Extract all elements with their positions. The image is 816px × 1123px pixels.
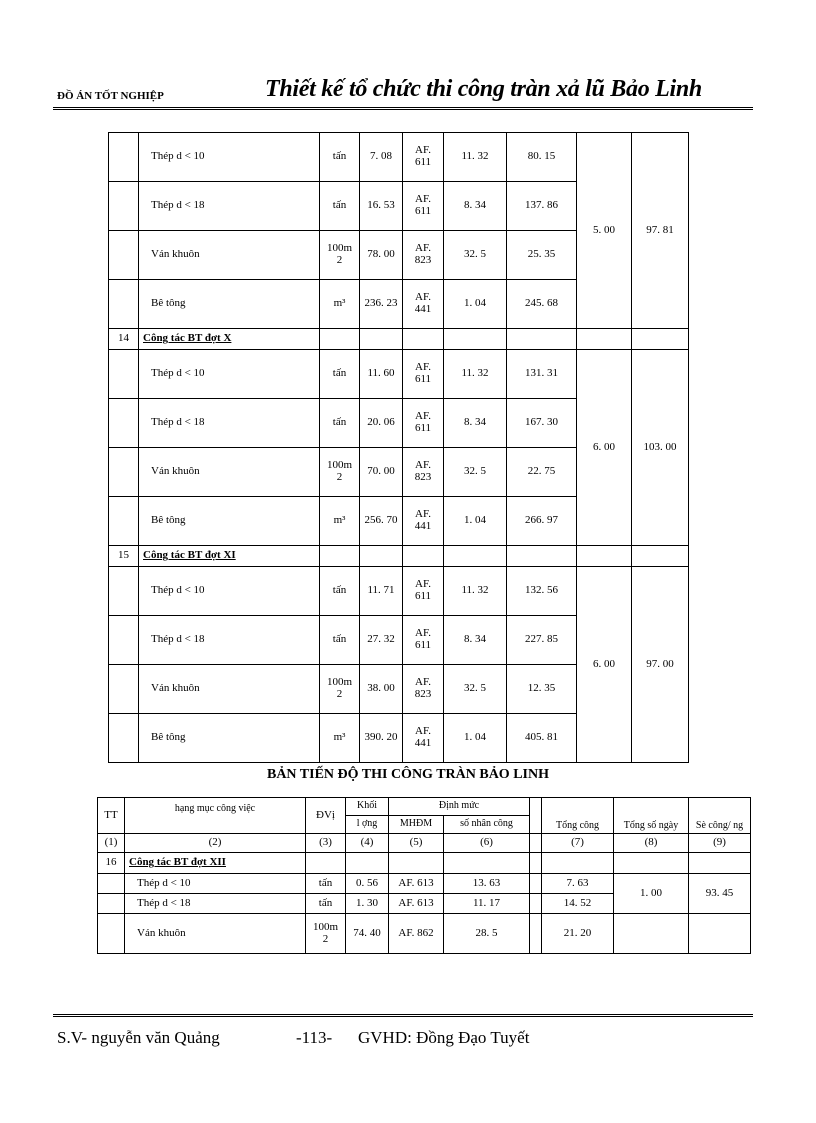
col-workers-norm: số nhân công bbox=[444, 816, 530, 834]
empty-cell bbox=[109, 231, 139, 280]
total-labor: 167. 30 bbox=[507, 399, 577, 448]
header-rule bbox=[53, 107, 753, 112]
quantity: 236. 23 bbox=[360, 280, 403, 329]
footer-student: S.V- nguyễn văn Quảng bbox=[57, 1028, 220, 1047]
spacer-cell bbox=[530, 894, 542, 914]
unit: tấn bbox=[306, 894, 346, 914]
work-table-1 bbox=[108, 132, 689, 763]
norm-value: 32. 5 bbox=[444, 448, 507, 497]
empty-cell bbox=[109, 497, 139, 546]
quantity: 11. 60 bbox=[360, 350, 403, 399]
empty-cell bbox=[444, 853, 530, 874]
index-cell: (2) bbox=[125, 834, 306, 853]
empty-cell bbox=[109, 665, 139, 714]
unit: tấn bbox=[320, 616, 360, 665]
group-header-row bbox=[98, 853, 751, 874]
footer-rule bbox=[53, 1014, 753, 1019]
workers: 103. 00 bbox=[632, 350, 689, 546]
unit: m³ bbox=[320, 280, 360, 329]
norm-value: 1. 04 bbox=[444, 280, 507, 329]
unit: 100m 2 bbox=[320, 448, 360, 497]
total-labor: 80. 15 bbox=[507, 133, 577, 182]
norm-code: AF. 441 bbox=[403, 280, 444, 329]
norm-code: AF. 613 bbox=[389, 874, 444, 894]
table-row bbox=[98, 914, 751, 954]
col-qty-sub: l ợng bbox=[346, 816, 389, 834]
total-labor: 227. 85 bbox=[507, 616, 577, 665]
norm-code: AF. 823 bbox=[403, 231, 444, 280]
norm-value: 32. 5 bbox=[444, 231, 507, 280]
norm-value: 11. 17 bbox=[444, 894, 530, 914]
empty-cell bbox=[109, 567, 139, 616]
empty-cell bbox=[444, 329, 507, 350]
spacer-cell bbox=[530, 914, 542, 954]
days: 6. 00 bbox=[577, 567, 632, 763]
item-name: Thép d < 18 bbox=[139, 182, 320, 231]
norm-code: AF. 823 bbox=[403, 448, 444, 497]
quantity: 11. 71 bbox=[360, 567, 403, 616]
unit: 100m 2 bbox=[320, 665, 360, 714]
index-row bbox=[98, 834, 751, 853]
section-title: BẢN TIẾN ĐỘ THI CÔNG TRÀN BẢO LINH bbox=[266, 767, 549, 782]
norm-value: 8. 34 bbox=[444, 399, 507, 448]
norm-code: AF. 823 bbox=[403, 665, 444, 714]
empty-cell bbox=[320, 546, 360, 567]
total-labor: 7. 63 bbox=[542, 874, 614, 894]
norm-code: AF. 611 bbox=[403, 182, 444, 231]
empty-cell bbox=[360, 329, 403, 350]
unit: tấn bbox=[320, 399, 360, 448]
norm-code: AF. 441 bbox=[403, 497, 444, 546]
empty-cell bbox=[109, 448, 139, 497]
empty-cell bbox=[403, 329, 444, 350]
norm-value: 11. 32 bbox=[444, 567, 507, 616]
empty-cell bbox=[98, 894, 125, 914]
norm-value: 8. 34 bbox=[444, 182, 507, 231]
norm-code: AF. 611 bbox=[403, 350, 444, 399]
total-labor: 14. 52 bbox=[542, 894, 614, 914]
unit: tấn bbox=[306, 874, 346, 894]
empty-cell bbox=[109, 350, 139, 399]
item-name: Thép d < 10 bbox=[125, 874, 306, 894]
item-name: Thép d < 18 bbox=[139, 399, 320, 448]
quantity: 27. 32 bbox=[360, 616, 403, 665]
empty-cell bbox=[444, 546, 507, 567]
workers: 97. 81 bbox=[632, 133, 689, 329]
norm-value: 1. 04 bbox=[444, 714, 507, 763]
empty-cell bbox=[109, 714, 139, 763]
total-labor: 245. 68 bbox=[507, 280, 577, 329]
item-name: Thép d < 10 bbox=[139, 133, 320, 182]
empty-cell bbox=[403, 546, 444, 567]
item-name: Ván khuôn bbox=[139, 231, 320, 280]
group-header-row bbox=[109, 546, 689, 567]
norm-value: 8. 34 bbox=[444, 616, 507, 665]
empty-cell bbox=[507, 329, 577, 350]
index-cell: (5) bbox=[389, 834, 444, 853]
index-cell: (8) bbox=[614, 834, 689, 853]
quantity: 1. 30 bbox=[346, 894, 389, 914]
table-row bbox=[109, 133, 689, 182]
col-norm: Định mức bbox=[389, 798, 530, 816]
empty-cell bbox=[689, 914, 751, 954]
group-number: 15 bbox=[109, 546, 139, 567]
group-name: Công tác BT đợt X bbox=[139, 329, 320, 350]
total-labor: 22. 75 bbox=[507, 448, 577, 497]
index-cell: (7) bbox=[542, 834, 614, 853]
quantity: 0. 56 bbox=[346, 874, 389, 894]
col-tt: TT bbox=[98, 798, 125, 834]
table-row bbox=[109, 567, 689, 616]
norm-code: AF. 862 bbox=[389, 914, 444, 954]
total-labor: 266. 97 bbox=[507, 497, 577, 546]
empty-cell bbox=[98, 874, 125, 894]
group-number: 16 bbox=[98, 853, 125, 874]
col-qty: Khối bbox=[346, 798, 389, 816]
index-cell: (9) bbox=[689, 834, 751, 853]
empty-cell bbox=[530, 853, 542, 874]
document-title: Thiết kế tổ chức thi công tràn xả lũ Bảo Linh bbox=[265, 76, 702, 102]
total-labor: 131. 31 bbox=[507, 350, 577, 399]
quantity: 390. 20 bbox=[360, 714, 403, 763]
quantity: 38. 00 bbox=[360, 665, 403, 714]
total-labor: 405. 81 bbox=[507, 714, 577, 763]
quantity: 74. 40 bbox=[346, 914, 389, 954]
empty-cell bbox=[507, 546, 577, 567]
total-labor: 132. 56 bbox=[507, 567, 577, 616]
empty-cell bbox=[109, 280, 139, 329]
days: 5. 00 bbox=[577, 133, 632, 329]
total-labor: 25. 35 bbox=[507, 231, 577, 280]
empty-cell bbox=[306, 853, 346, 874]
empty-cell bbox=[109, 399, 139, 448]
spacer-cell bbox=[530, 834, 542, 853]
total-labor: 21. 20 bbox=[542, 914, 614, 954]
quantity: 70. 00 bbox=[360, 448, 403, 497]
item-name: Thép d < 18 bbox=[139, 616, 320, 665]
footer-page-number: -113- bbox=[296, 1028, 333, 1047]
col-per-day: Sè công/ ng bbox=[689, 798, 751, 834]
empty-cell bbox=[109, 616, 139, 665]
empty-cell bbox=[109, 133, 139, 182]
empty-cell bbox=[346, 853, 389, 874]
item-name: Bê tông bbox=[139, 280, 320, 329]
item-name: Thép d < 10 bbox=[139, 350, 320, 399]
item-name: Thép d < 18 bbox=[125, 894, 306, 914]
col-job: hạng mục công việc bbox=[125, 798, 306, 834]
empty-cell bbox=[614, 853, 689, 874]
item-name: Ván khuôn bbox=[139, 665, 320, 714]
empty-cell bbox=[389, 853, 444, 874]
unit: tấn bbox=[320, 133, 360, 182]
unit: 100m 2 bbox=[306, 914, 346, 954]
quantity: 256. 70 bbox=[360, 497, 403, 546]
per-day: 93. 45 bbox=[689, 874, 751, 914]
spacer-cell bbox=[530, 874, 542, 894]
index-cell: (3) bbox=[306, 834, 346, 853]
empty-cell bbox=[360, 546, 403, 567]
norm-value: 11. 32 bbox=[444, 133, 507, 182]
empty-cell bbox=[632, 546, 689, 567]
norm-code: AF. 611 bbox=[403, 616, 444, 665]
norm-code: AF. 441 bbox=[403, 714, 444, 763]
norm-value: 11. 32 bbox=[444, 350, 507, 399]
empty-cell bbox=[632, 329, 689, 350]
index-cell: (4) bbox=[346, 834, 389, 853]
table-row bbox=[98, 874, 751, 894]
norm-value: 28. 5 bbox=[444, 914, 530, 954]
quantity: 20. 06 bbox=[360, 399, 403, 448]
empty-cell bbox=[542, 853, 614, 874]
empty-cell bbox=[689, 853, 751, 874]
norm-code: AF. 611 bbox=[403, 567, 444, 616]
index-cell: (1) bbox=[98, 834, 125, 853]
unit: m³ bbox=[320, 714, 360, 763]
unit: 100m 2 bbox=[320, 231, 360, 280]
item-name: Ván khuôn bbox=[125, 914, 306, 954]
table-row bbox=[109, 350, 689, 399]
norm-value: 1. 04 bbox=[444, 497, 507, 546]
empty-cell bbox=[98, 914, 125, 954]
empty-cell bbox=[614, 914, 689, 954]
norm-code: AF. 613 bbox=[389, 894, 444, 914]
header-row bbox=[98, 798, 751, 816]
index-cell: (6) bbox=[444, 834, 530, 853]
spacer-cell bbox=[530, 798, 542, 834]
norm-code: AF. 611 bbox=[403, 133, 444, 182]
group-name: Công tác BT đợt XII bbox=[125, 853, 306, 874]
days: 1. 00 bbox=[614, 874, 689, 914]
unit: tấn bbox=[320, 350, 360, 399]
empty-cell bbox=[577, 546, 632, 567]
item-name: Bê tông bbox=[139, 497, 320, 546]
col-code: MHĐM bbox=[389, 816, 444, 834]
norm-value: 32. 5 bbox=[444, 665, 507, 714]
work-table-2 bbox=[97, 797, 751, 954]
unit: m³ bbox=[320, 497, 360, 546]
group-number: 14 bbox=[109, 329, 139, 350]
unit: tấn bbox=[320, 182, 360, 231]
total-labor: 12. 35 bbox=[507, 665, 577, 714]
workers: 97. 00 bbox=[632, 567, 689, 763]
empty-cell bbox=[109, 182, 139, 231]
unit: tấn bbox=[320, 567, 360, 616]
norm-code: AF. 611 bbox=[403, 399, 444, 448]
group-name: Công tác BT đợt XI bbox=[139, 546, 320, 567]
norm-value: 13. 63 bbox=[444, 874, 530, 894]
quantity: 16. 53 bbox=[360, 182, 403, 231]
empty-cell bbox=[320, 329, 360, 350]
header-left: ĐỒ ÁN TỐT NGHIỆP bbox=[57, 90, 164, 102]
item-name: Bê tông bbox=[139, 714, 320, 763]
days: 6. 00 bbox=[577, 350, 632, 546]
col-days: Tổng số ngày bbox=[614, 798, 689, 834]
col-total: Tổng công bbox=[542, 798, 614, 834]
col-unit: ĐVị bbox=[306, 798, 346, 834]
quantity: 78. 00 bbox=[360, 231, 403, 280]
empty-cell bbox=[577, 329, 632, 350]
footer-advisor: GVHD: Đồng Đạo Tuyết bbox=[358, 1028, 530, 1047]
quantity: 7. 08 bbox=[360, 133, 403, 182]
group-header-row bbox=[109, 329, 689, 350]
total-labor: 137. 86 bbox=[507, 182, 577, 231]
item-name: Ván khuôn bbox=[139, 448, 320, 497]
item-name: Thép d < 10 bbox=[139, 567, 320, 616]
